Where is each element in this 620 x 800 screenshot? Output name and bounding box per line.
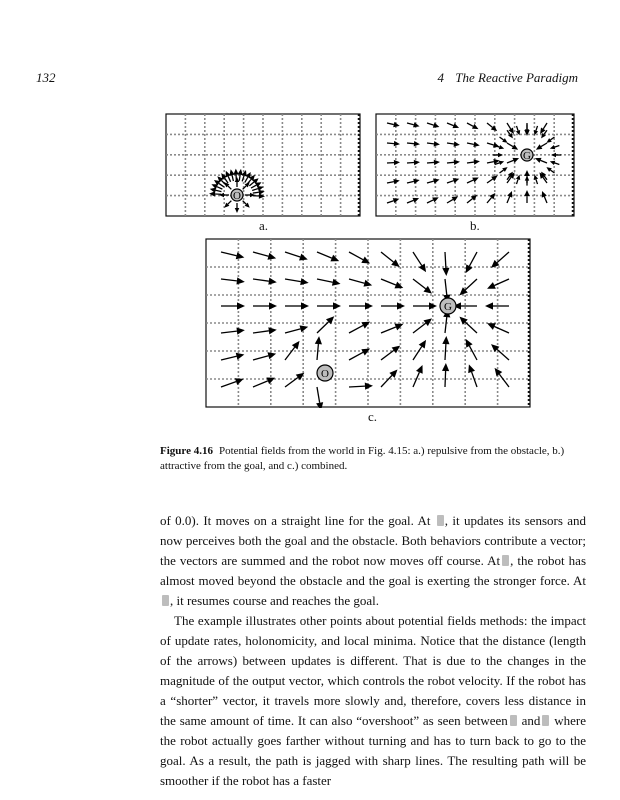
vector-arrow xyxy=(499,374,509,387)
vector-arrow xyxy=(555,146,560,148)
vector-arrowhead xyxy=(434,141,440,146)
vector-arrow xyxy=(487,179,493,183)
obstacle-label: O xyxy=(321,368,329,380)
vector-arrow xyxy=(249,182,254,186)
vector-arrow xyxy=(387,123,394,125)
vector-arrow xyxy=(387,201,394,203)
vector-arrow xyxy=(349,252,363,260)
vector-arrow xyxy=(427,181,434,183)
vector-arrow xyxy=(317,344,318,360)
vector-arrow xyxy=(228,176,230,181)
vector-arrow xyxy=(221,331,237,333)
vector-arrow xyxy=(221,279,237,281)
panel-b-label: b. xyxy=(470,218,480,233)
vector-arrowhead xyxy=(468,364,475,373)
vector-arrow xyxy=(467,143,474,144)
caption-text: Potential fields from the world in Fig. 4.15: a.) repulsive from the obstacle, b.) attractive from the goal, and c.) combined. xyxy=(160,445,565,472)
panel-b-attractive-field xyxy=(375,113,575,217)
vector-arrow xyxy=(317,387,320,403)
vector-arrow xyxy=(232,175,233,181)
vector-arrow xyxy=(387,143,394,144)
vector-arrow xyxy=(494,279,509,285)
vector-arrow xyxy=(467,180,473,183)
vector-arrowhead xyxy=(551,153,556,158)
vector-arrow xyxy=(469,346,477,360)
vector-arrowhead xyxy=(300,278,308,285)
time-marker-icon xyxy=(502,555,509,566)
vector-arrowhead xyxy=(485,302,493,309)
vector-arrow xyxy=(544,197,547,203)
vector-arrow xyxy=(285,252,300,257)
vector-arrow xyxy=(487,162,494,163)
paragraph-1: of 0.0). It moves on a straight line for the goal. At , it updates its sensors and now perceives both the goal and the obstacle. Both behaviors contribute a vector; the vectors are summed and the robot now moves off course. At , the robot has almost moved beyond the obstacle and the goal is exerting the stronger force. At, it resumes course and reaches the goal. xyxy=(160,513,586,608)
vector-arrow xyxy=(219,183,224,186)
panel-c-combined-field xyxy=(205,238,531,408)
vector-arrowhead xyxy=(454,160,460,165)
vector-arrow xyxy=(487,123,492,127)
vector-arrow xyxy=(445,279,447,295)
vector-arrow xyxy=(349,325,363,333)
vector-arrowhead xyxy=(495,368,503,377)
vector-arrow xyxy=(487,198,491,203)
vector-arrow xyxy=(543,123,547,129)
vector-arrow xyxy=(381,350,394,360)
vector-arrow xyxy=(499,137,503,140)
vector-arrow xyxy=(407,181,414,183)
time-marker-icon xyxy=(542,715,549,726)
field-diagram-b xyxy=(375,113,575,217)
vector-arrow xyxy=(507,197,510,203)
vector-arrowhead xyxy=(524,170,529,176)
vector-arrow xyxy=(242,176,244,182)
time-marker-icon xyxy=(437,515,444,526)
vector-arrowhead xyxy=(236,252,245,259)
vector-arrowhead xyxy=(365,302,373,309)
vector-arrowhead xyxy=(442,336,449,344)
vector-arrowhead xyxy=(474,159,480,164)
vector-arrowhead xyxy=(292,341,300,350)
vector-arrow xyxy=(445,344,446,360)
vector-arrowhead xyxy=(499,145,504,149)
vector-arrow xyxy=(467,199,472,203)
chapter-title: The Reactive Paradigm xyxy=(455,70,578,85)
grid-border xyxy=(166,114,360,216)
vector-arrowhead xyxy=(268,327,276,334)
vector-arrow xyxy=(216,190,222,191)
vector-arrow xyxy=(487,143,494,145)
vector-arrow xyxy=(427,162,434,163)
vector-arrowhead xyxy=(524,190,529,196)
vector-arrowhead xyxy=(267,253,276,260)
vector-arrow xyxy=(253,279,269,281)
vector-arrow xyxy=(427,143,434,144)
vector-arrow xyxy=(494,327,509,333)
vector-arrow xyxy=(253,192,259,193)
vector-arrow xyxy=(253,252,268,256)
vector-arrow xyxy=(387,182,394,183)
vector-arrowhead xyxy=(419,263,426,272)
goal-label: G xyxy=(523,150,531,162)
vector-arrowhead xyxy=(491,176,497,182)
field-diagram-c xyxy=(205,238,531,408)
vector-arrow xyxy=(516,179,518,184)
vector-arrow xyxy=(407,200,413,203)
vector-arrow xyxy=(285,347,295,360)
vector-arrow xyxy=(447,162,454,163)
vector-arrowhead xyxy=(550,161,555,165)
vector-arrowhead xyxy=(413,179,419,184)
vector-arrow xyxy=(228,186,232,190)
vector-arrow xyxy=(499,170,503,173)
vector-arrow xyxy=(447,181,454,183)
vector-arrowhead xyxy=(434,160,440,165)
vector-arrow xyxy=(427,123,434,125)
vector-arrowhead xyxy=(391,259,399,267)
vector-arrowhead xyxy=(414,141,420,146)
vector-arrow xyxy=(469,252,477,266)
vector-arrow xyxy=(413,323,426,333)
figure-caption xyxy=(160,444,586,474)
vector-arrowhead xyxy=(259,193,265,198)
vector-arrowhead xyxy=(423,286,432,294)
vector-arrow xyxy=(541,143,547,147)
vector-arrow xyxy=(239,175,240,181)
vector-arrow xyxy=(472,372,477,387)
vector-arrowhead xyxy=(442,268,449,276)
vector-arrowhead xyxy=(433,179,440,184)
vector-arrowhead xyxy=(236,277,244,284)
grid-border xyxy=(376,114,574,216)
vector-arrow xyxy=(381,375,392,387)
vector-arrow xyxy=(285,329,300,333)
vector-arrowhead xyxy=(473,142,479,147)
vector-arrow xyxy=(217,187,222,189)
vector-arrow xyxy=(507,143,513,147)
vector-arrowhead xyxy=(268,278,276,285)
vector-arrowhead xyxy=(525,176,530,181)
vector-arrow xyxy=(413,279,426,289)
vector-arrowhead xyxy=(269,302,277,309)
vector-arrow xyxy=(221,356,237,360)
time-marker-icon xyxy=(510,715,517,726)
vector-arrowhead xyxy=(394,160,400,165)
vector-arrow xyxy=(427,200,433,203)
chapter-number: 4 xyxy=(437,70,444,85)
vector-arrowhead xyxy=(237,302,245,309)
vector-arrow xyxy=(541,160,547,163)
vector-arrow xyxy=(555,163,560,165)
vector-arrowhead xyxy=(237,169,242,175)
vector-arrow xyxy=(253,356,268,360)
vector-arrow xyxy=(447,143,454,144)
vector-arrow xyxy=(507,160,513,163)
vector-arrow xyxy=(317,279,333,282)
obstacle-label: O xyxy=(233,190,241,202)
vector-arrowhead xyxy=(392,346,401,354)
vector-arrowhead xyxy=(365,383,373,390)
vector-arrow xyxy=(445,317,447,333)
time-marker-icon xyxy=(162,595,169,606)
vector-arrowhead xyxy=(236,328,244,335)
vector-arrowhead xyxy=(299,254,308,261)
vector-arrow xyxy=(447,199,453,203)
vector-arrowhead xyxy=(454,141,460,146)
vector-arrow xyxy=(251,185,256,188)
page-number: 132 xyxy=(36,70,56,85)
vector-arrow xyxy=(349,386,365,387)
vector-arrow xyxy=(536,179,538,184)
vector-arrow xyxy=(447,123,453,126)
vector-arrow xyxy=(221,382,236,387)
vector-arrow xyxy=(245,177,248,182)
vector-arrowhead xyxy=(419,340,426,349)
vector-arrow xyxy=(407,123,414,125)
vector-arrow xyxy=(381,279,396,285)
vector-arrow xyxy=(285,279,301,282)
vector-arrow xyxy=(413,252,422,265)
running-head xyxy=(438,70,579,86)
vector-arrowhead xyxy=(333,302,341,309)
vector-arrow xyxy=(252,189,258,191)
vector-arrowhead xyxy=(235,378,244,385)
panel-a-label: a. xyxy=(259,218,269,233)
vector-arrow xyxy=(467,162,474,163)
vector-arrow xyxy=(253,331,269,333)
figure-label: Figure 4.16 xyxy=(160,445,213,457)
vector-arrowhead xyxy=(267,352,276,359)
vector-arrowhead xyxy=(442,363,449,371)
vector-arrowhead xyxy=(315,336,322,344)
vector-arrow xyxy=(497,252,509,263)
vector-arrow xyxy=(228,201,232,205)
vector-arrow xyxy=(467,123,473,126)
vector-arrowhead xyxy=(301,302,309,309)
panel-c-label: c. xyxy=(368,409,378,424)
vector-arrowhead xyxy=(499,161,504,165)
vector-arrow xyxy=(381,252,393,262)
vector-arrowhead xyxy=(235,177,240,182)
vector-arrow xyxy=(465,279,477,290)
body-text xyxy=(160,511,586,791)
vector-arrow xyxy=(349,279,364,283)
panel-a-repulsive-field xyxy=(165,113,361,217)
vector-arrow xyxy=(225,178,228,183)
vector-arrowhead xyxy=(498,153,503,158)
vector-arrowhead xyxy=(394,141,400,146)
vector-arrow xyxy=(221,252,237,256)
vector-arrow xyxy=(381,327,396,333)
paragraph-2: The example illustrates other points about potential fields methods: the impact of update rates, holonomicity, and local minima. Notice that the distance (length of the arrows) between updates is different. That is due to the changes in the magnitude of the output vector, which controls the robot velocity. If the robot has a “shorter” vector, it travels more slowly and, therefore, covers less distance in the same amount of time. It can also “overshoot” as seen between and where the robot actually goes farther without turning and has to turn back to go to the goal. As a result, the path is jagged with sharp lines. The resulting path will be smoother if the robot has a faster xyxy=(160,613,587,788)
goal-label: G xyxy=(444,301,452,313)
vector-arrowhead xyxy=(236,353,245,360)
vector-arrow xyxy=(413,347,422,360)
vector-arrow xyxy=(253,381,268,387)
field-diagram-a xyxy=(165,113,361,217)
vector-arrow xyxy=(507,123,511,129)
vector-arrowhead xyxy=(550,145,555,149)
vector-arrowhead xyxy=(414,160,420,165)
vector-arrowhead xyxy=(219,193,224,198)
vector-arrow xyxy=(317,252,332,258)
vector-arrow xyxy=(445,252,446,268)
vector-arrowhead xyxy=(235,208,240,213)
vector-arrow xyxy=(445,371,446,387)
vector-arrow xyxy=(536,126,538,131)
vector-arrow xyxy=(349,352,363,360)
vector-arrow xyxy=(407,143,414,144)
vector-arrowhead xyxy=(229,169,234,175)
vector-arrow xyxy=(516,126,518,131)
